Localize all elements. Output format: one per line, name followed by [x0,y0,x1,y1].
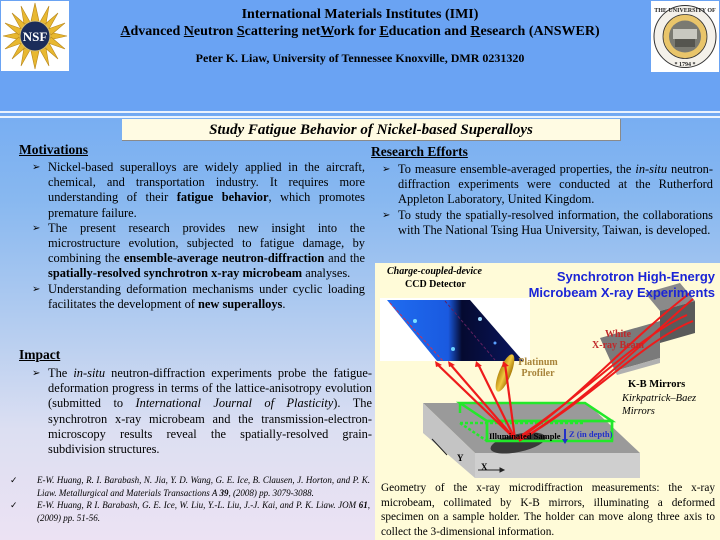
checkmark-icon: ✓ [10,500,18,510]
illuminated-sample-label: Illuminated Sample [489,431,561,441]
impact-list [30,366,372,457]
research-efforts-list [380,162,713,238]
header-divider [0,116,720,118]
platinum-profiler-label: Platinum Profiler [518,357,558,379]
poster-title: Study Fatigue Behavior of Nickel-based Superalloys [122,119,621,141]
motivations-list [30,160,365,312]
research-item: ➢ To measure ensemble-averaged properties, the in-situ neutron-diffraction experiments were conducted at the Rutherford Appleton Laboratory, United Kingdom. [382,162,713,207]
research-efforts-heading: Research Efforts [371,144,468,159]
white-beam-label: White X-ray Beam [592,329,644,351]
arrow-bullet-icon: ➢ [382,164,391,175]
experiment-diagram-panel [375,263,720,540]
motivations-heading: Motivations [19,142,88,157]
header-pi: Peter K. Liaw, University of Tennessee Knoxville, DMR 0231320 [195,51,525,65]
kb-mirrors-label: K-B Mirrors [628,379,686,390]
arrow-bullet-icon: ➢ [32,368,41,379]
motivation-item: ➢ Understanding deformation mechanisms under cyclic loading facilitates the development of new superalloys. [32,281,365,311]
svg-text:THE UNIVERSITY OF: THE UNIVERSITY OF [654,8,716,14]
ut-seal-icon [651,1,719,72]
reference-item: ✓ E-W. Huang, R I. Barabash, G. E. Ice, W. Liu, Y.-L. Liu, J.-J. Kai, and P. K. Liaw. JOM 61, (2009) pp. 51-56. [10,500,370,523]
arrow-bullet-icon: ➢ [382,209,391,221]
diagram-title: Synchrotron High-Energy Microbeam X-ray Experiments [528,269,715,300]
motivation-item: ➢ The present research provides new insight into the microstructure evolution, subjected to fatigue damage, by combining the ensemble-average neutron-diffraction and the spatially-resolved synchrotron x-ray microbeam analyses. [32,220,365,281]
references-list [10,474,370,524]
impact-item: ➢ The in-situ neutron-diffraction experiments probe the fatigue-deformation progress in terms of the lattice-anisotropy evolution (submitted to International Journal of Plasticity). The synchrotron x-ray microbeam and the transmission-electron-microscopy results reveal the spatially-resolved grain-subdivision structures. [32,366,372,457]
ccd-label: Charge-coupled-device [387,266,482,277]
checkmark-icon: ✓ [10,475,18,485]
y-axis-label: Y [457,453,464,463]
header-banner [0,0,720,110]
reference-item: ✓ E-W. Huang, R. I. Barabash, N. Jia, Y. D. Wang, G. E. Ice, B. Clausen, J. Horton, and P. K. Liaw. Metallurgical and Materials Transactions A 39, (2008) pp. 3079-3088. [10,475,370,498]
diagram-caption: Geometry of the x-ray microdiffraction measurements: the x-ray microbeam, collimated by K-B mirrors, illuminating a deformed specimen on a sample holder. The holder can move along three axis to collect the 3-dimensional information. [381,482,715,538]
x-axis-label: X [481,462,488,472]
research-item: ➢ To study the spatially-resolved information, the collaborations with The National Tsing Hua University, Taiwan, is developed. [382,207,713,237]
ccd-detector-label: CCD Detector [405,279,466,290]
svg-text:* 1794 *: * 1794 * [674,62,696,68]
arrow-bullet-icon: ➢ [32,162,41,173]
impact-heading: Impact [19,347,61,362]
motivation-item: ➢ Nickel-based superalloys are widely applied in the aircraft, chemical, and transportation industry. It requires more understanding of their fatigue behavior, which promotes premature failure. [32,160,365,220]
ut-seal-logo [651,1,719,72]
svg-text:NSF: NSF [22,29,48,44]
header-institute: International Materials Institutes (IMI) [241,7,479,22]
header-divider [0,111,720,113]
z-depth-label: Z (in depth) [569,429,613,439]
arrow-bullet-icon: ➢ [32,222,41,234]
kb-mirrors-full-name: Kirkpatrick–Baez Mirrors [622,393,697,417]
header-program: Advanced Neutron Scattering netWork for Education and Research (ANSWER) [120,24,600,39]
arrow-bullet-icon: ➢ [32,283,41,295]
ccd-detector [380,298,530,361]
